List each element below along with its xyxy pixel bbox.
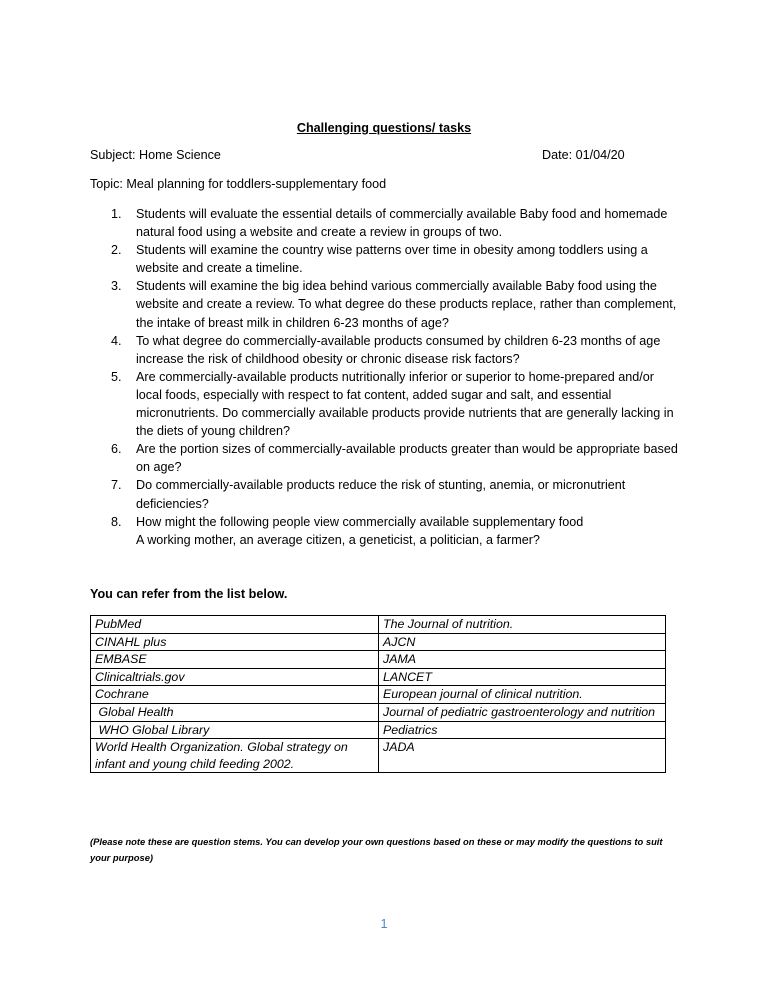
- table-cell: Clinicaltrials.gov: [91, 668, 379, 686]
- table-cell: Cochrane: [91, 686, 379, 704]
- references-heading: You can refer from the list below.: [90, 587, 288, 601]
- references-table: [90, 615, 666, 773]
- footnote: (Please note these are question stems. You can develop your own questions based on these or may modify the questions to suit your purpose): [90, 836, 663, 863]
- question-text: Students will examine the big idea behind various commercially available Baby food using the website and create a review. To what degree do these products replace, rather than complement, the intake of breast milk in children 6-23 months of age?: [136, 279, 677, 330]
- question-text: To what degree do commercially-available products consumed by children 6-23 months of age increase the risk of childhood obesity or chronic disease risk factors?: [136, 333, 661, 366]
- table-cell: Journal of pediatric gastroenterology and nutrition: [379, 703, 666, 721]
- table-cell: Global Health: [91, 703, 379, 721]
- subject-line: Subject: Home Science: [90, 148, 221, 162]
- table-cell: AJCN: [379, 633, 666, 651]
- question-text: Are the portion sizes of commercially-available products greater than would be appropriate based on age?: [136, 442, 678, 475]
- question-number: 4.: [111, 333, 122, 348]
- table-row: [91, 721, 666, 739]
- table-cell: JADA: [379, 739, 666, 773]
- date-line: Date: 01/04/20: [542, 148, 625, 162]
- question-list: [90, 205, 680, 549]
- question-number: 8.: [111, 514, 122, 529]
- table-cell: WHO Global Library: [91, 721, 379, 739]
- list-item: [90, 513, 680, 549]
- list-item: [90, 205, 680, 241]
- table-row: [91, 633, 666, 651]
- table-cell: Pediatrics: [379, 721, 666, 739]
- table-cell: PubMed: [91, 616, 379, 634]
- topic-line: Topic: Meal planning for toddlers-supplementary food: [90, 177, 387, 191]
- question-text: Are commercially-available products nutritionally inferior or superior to home-prepared and/or local foods, especially with respect to fat content, added sugar and salt, and essential micronutrients. Do commercially available products provide nutrients that are generally lacking in the diets of young children?: [136, 369, 674, 439]
- list-item: [90, 476, 680, 512]
- question-text: Students will examine the country wise patterns over time in obesity among toddlers using a website and create a timeline.: [136, 243, 648, 276]
- document-title: Challenging questions/ tasks: [296, 121, 472, 135]
- table-cell: EMBASE: [91, 651, 379, 669]
- list-item: [90, 440, 680, 476]
- question-number: 6.: [111, 442, 122, 457]
- question-number: 5.: [111, 369, 122, 384]
- table-cell: European journal of clinical nutrition.: [379, 686, 666, 704]
- page-number: 1: [380, 917, 388, 931]
- list-item: [90, 332, 680, 368]
- table-cell: JAMA: [379, 651, 666, 669]
- table-row: [91, 616, 666, 634]
- table-cell: CINAHL plus: [91, 633, 379, 651]
- list-item: [90, 277, 680, 331]
- table-row: [91, 651, 666, 669]
- question-number: 3.: [111, 279, 122, 294]
- list-item: [90, 241, 680, 277]
- question-number: 2.: [111, 243, 122, 258]
- table-cell: World Health Organization. Global strategy on infant and young child feeding 2002.: [91, 739, 379, 773]
- question-text: Do commercially-available products reduce the risk of stunting, anemia, or micronutrient deficiencies?: [136, 478, 626, 511]
- table-row: [91, 703, 666, 721]
- list-item: [90, 368, 680, 440]
- question-number: 7.: [111, 478, 122, 493]
- question-number: 1.: [111, 207, 122, 221]
- table-cell: The Journal of nutrition.: [379, 616, 666, 634]
- question-text: Students will evaluate the essential details of commercially available Baby food and homemade natural food using a website and create a review in groups of two.: [136, 207, 668, 240]
- question-text: How might the following people view commercially available supplementary food: [136, 514, 584, 529]
- table-row: [91, 686, 666, 704]
- question-text-continued: A working mother, an average citizen, a geneticist, a politician, a farmer?: [136, 532, 540, 547]
- table-row: [91, 668, 666, 686]
- table-row: [91, 739, 666, 773]
- table-cell: LANCET: [379, 668, 666, 686]
